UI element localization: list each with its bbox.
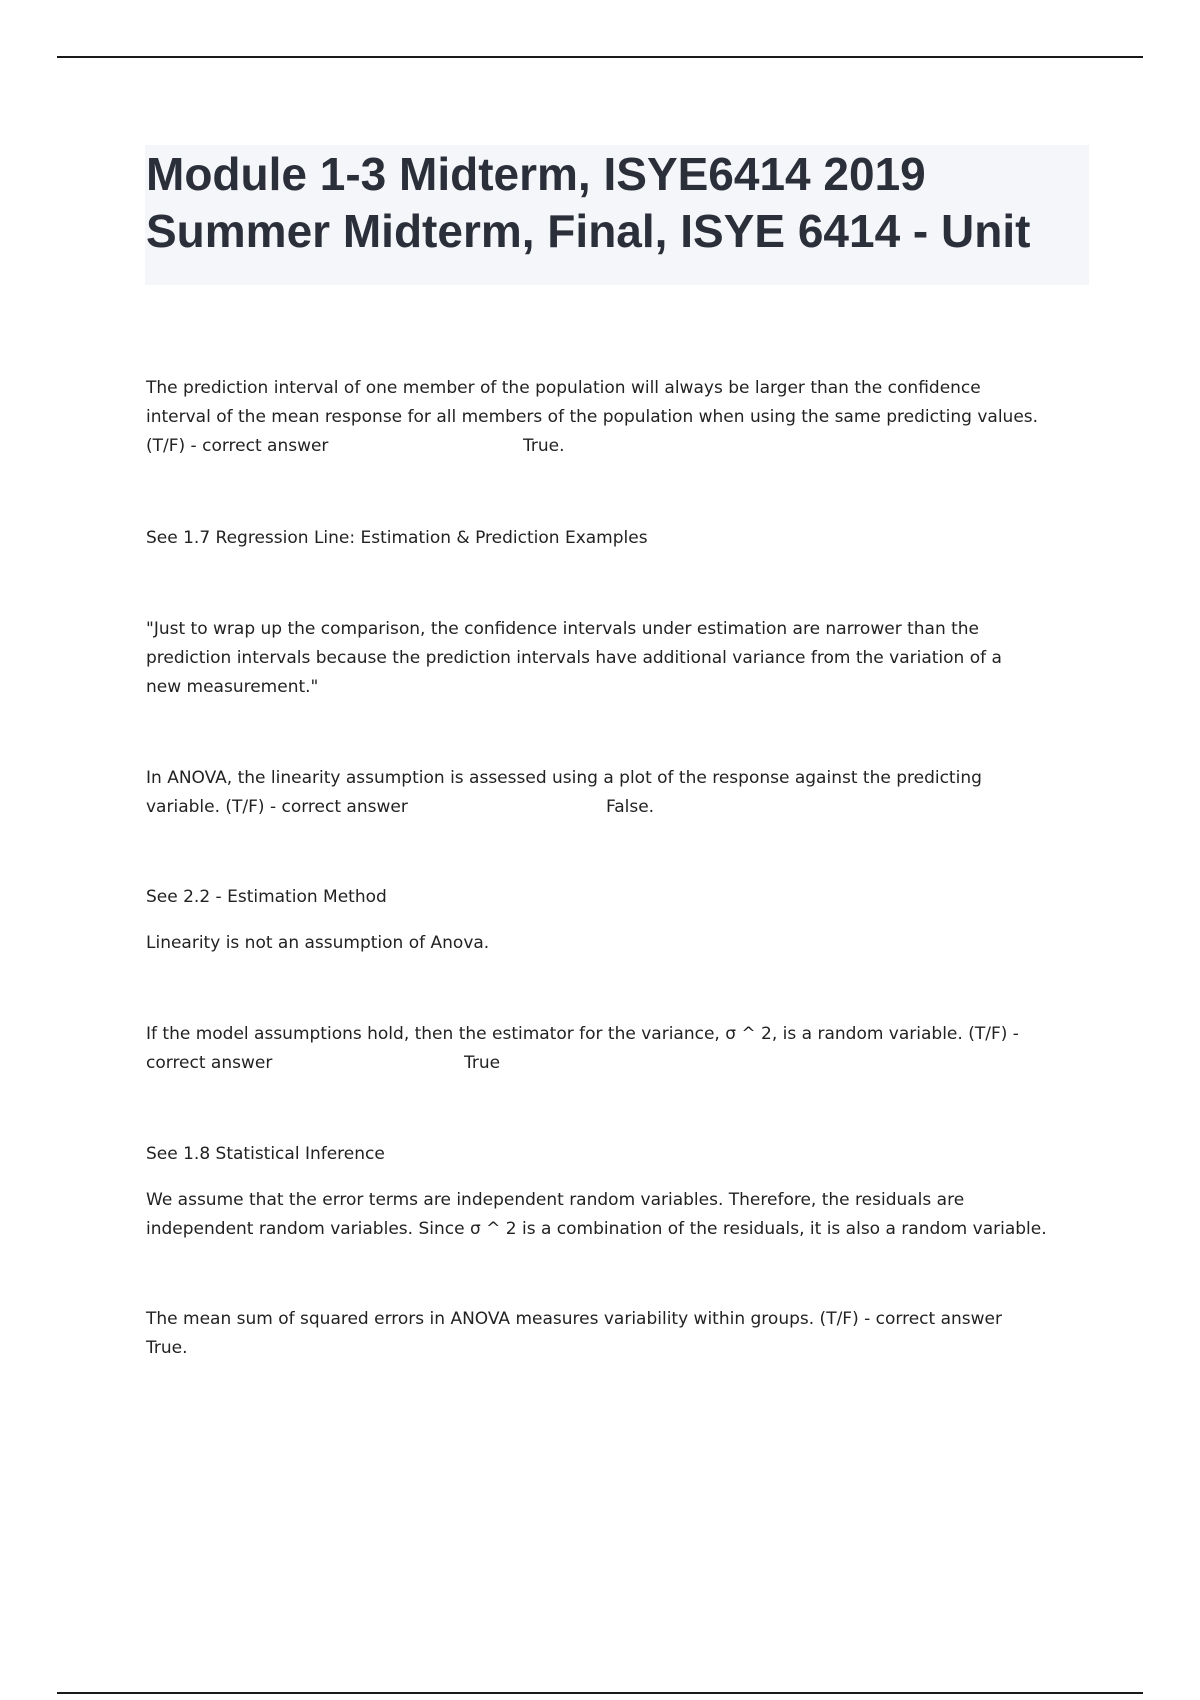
bottom-rule [57,1692,1143,1694]
question-2-reference [146,883,1106,912]
question-2-answer: False. [606,797,655,817]
top-rule [57,56,1143,58]
question-3-note-line-1: We assume that the error terms are independent random variables. Therefore, the residuals are [146,1190,965,1210]
question-4-answer: True. [146,1338,188,1358]
question-3-prompt: correct answer [146,1053,273,1073]
question-1-prompt: (T/F) - correct answer [146,436,329,456]
title-line-1: Module 1-3 Midterm, ISYE6414 2019 [146,148,926,200]
question-1-quote-line-3: new measurement." [146,677,319,697]
question-1-reference [146,524,1106,553]
question-3-note-line-2: independent random variables. Since σ ^ 2 is a combination of the residuals, it is also a random variable. [146,1219,1047,1239]
question-2-reference-text: See 2.2 - Estimation Method [146,887,387,907]
question-1-quote [146,615,1106,702]
question-3-answer-row [146,1049,1106,1078]
question-3-note [146,1186,1106,1244]
question-1-answer-row [146,432,1106,461]
question-4-line-1: The mean sum of squared errors in ANOVA measures variability within groups. (T/F) - correct answer [146,1309,1002,1329]
question-2-note [146,929,1106,958]
question-3-line-1: If the model assumptions hold, then the estimator for the variance, σ ^ 2, is a random variable. (T/F) - [146,1024,1019,1044]
question-1-answer: True. [523,436,565,456]
question-2-line-1: In ANOVA, the linearity assumption is assessed using a plot of the response against the predicting [146,768,982,788]
question-2 [146,764,1106,822]
question-3-reference [146,1140,1106,1169]
question-1-line-2: interval of the mean response for all members of the population when using the same predicting values. [146,407,1039,427]
question-2-prompt: variable. (T/F) - correct answer [146,797,408,817]
question-3 [146,1020,1106,1078]
question-3-answer: True [464,1053,501,1073]
question-3-reference-text: See 1.8 Statistical Inference [146,1144,385,1164]
question-1-line-1: The prediction interval of one member of the population will always be larger than the confidence [146,378,981,398]
question-2-answer-row [146,793,1106,822]
question-1-quote-line-1: "Just to wrap up the comparison, the confidence intervals under estimation are narrower than the [146,619,980,639]
question-1-reference-text: See 1.7 Regression Line: Estimation & Prediction Examples [146,528,648,548]
title-line-2: Summer Midterm, Final, ISYE 6414 - Unit [146,205,1031,257]
question-1 [146,374,1106,461]
question-4 [146,1305,1106,1363]
question-1-quote-line-2: prediction intervals because the prediction intervals have additional variance from the variation of a [146,648,1002,668]
document-title [146,146,1086,260]
question-2-note-text: Linearity is not an assumption of Anova. [146,933,490,953]
